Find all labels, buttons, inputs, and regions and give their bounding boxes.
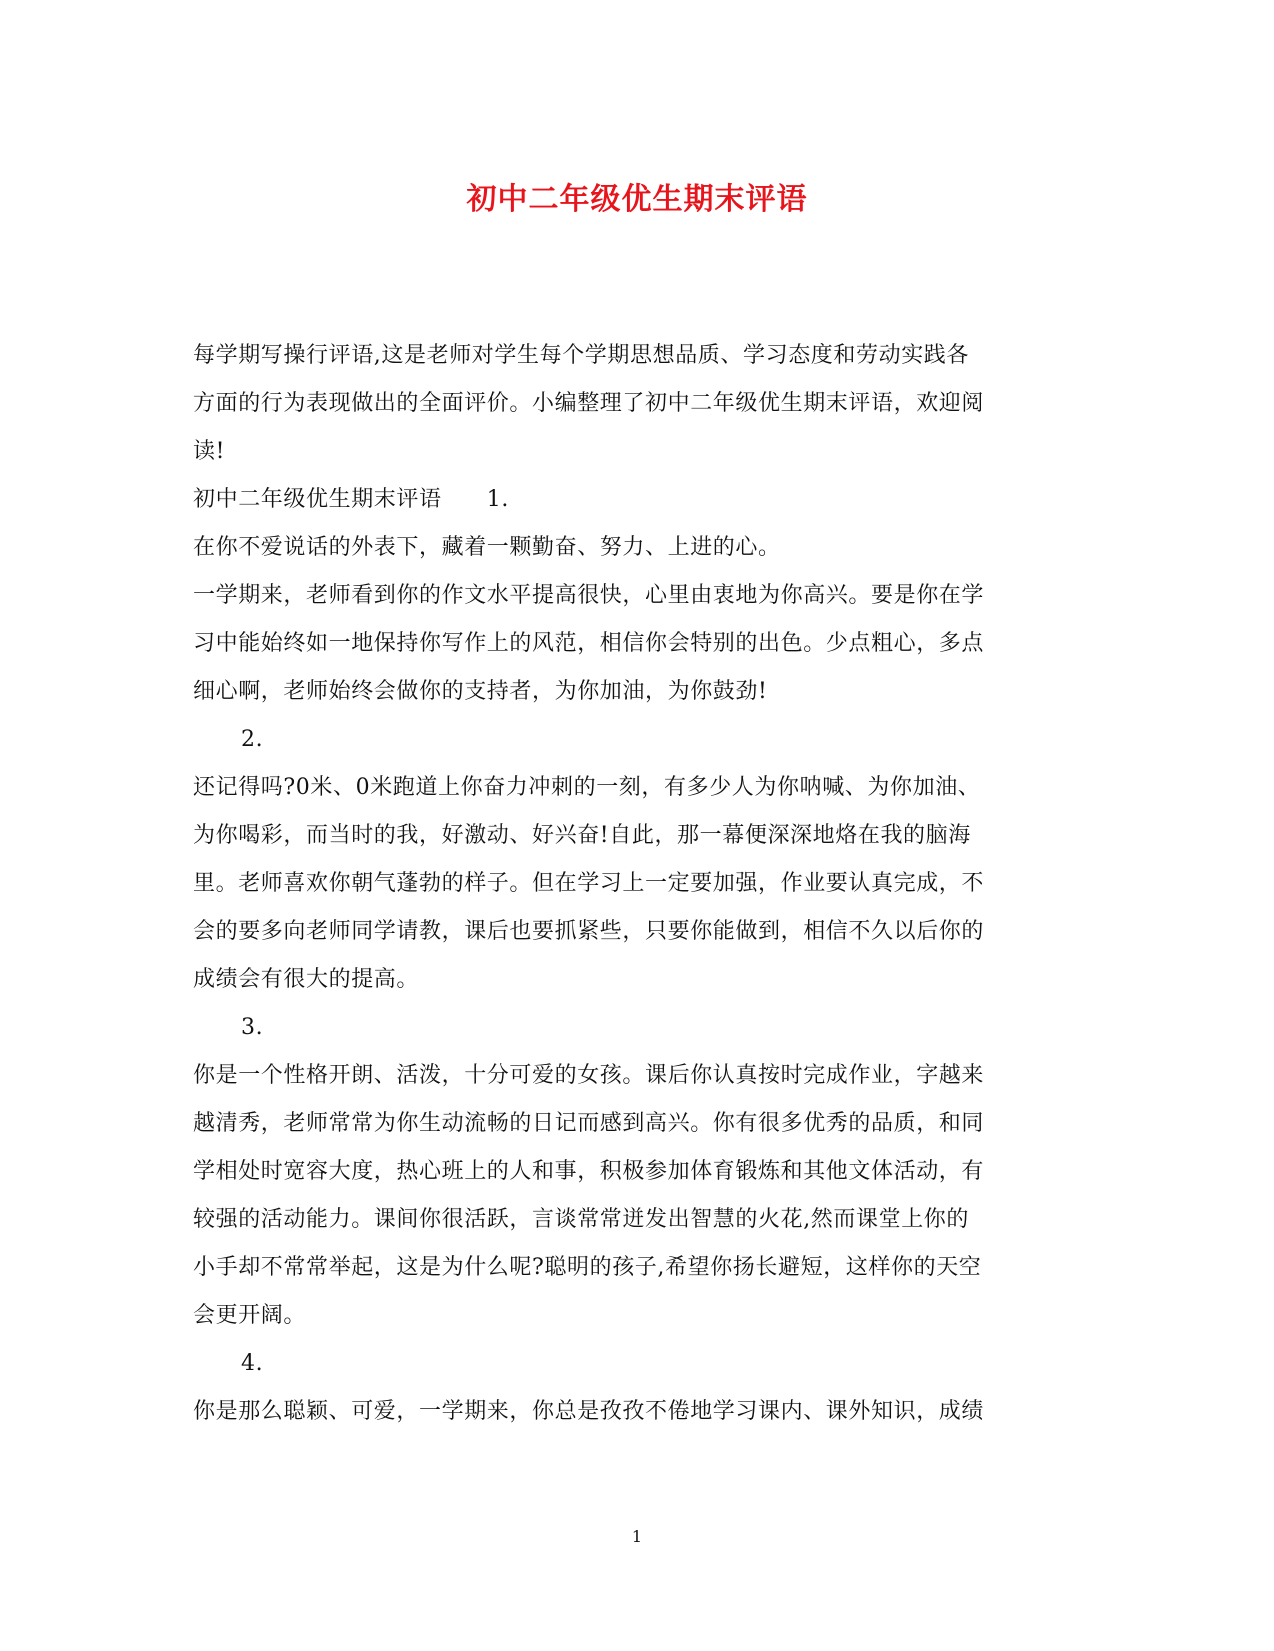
item-number: 3. <box>241 1015 264 1040</box>
paragraph-line: 你是那么聪颖、可爱，一学期来，你总是孜孜不倦地学习课内、课外知识，成绩 <box>193 1399 985 1424</box>
section-heading: 初中二年级优生期末评语 1. <box>193 487 509 512</box>
item-number: 4. <box>241 1351 264 1376</box>
paragraph-line: 越清秀，老师常常为你生动流畅的日记而感到高兴。你有很多优秀的品质，和同 <box>193 1111 985 1136</box>
paragraph-line: 读! <box>193 439 226 464</box>
paragraph-line: 学相处时宽容大度，热心班上的人和事，积极参加体育锻炼和其他文体活动，有 <box>193 1159 985 1184</box>
paragraph-line: 你是一个性格开朗、活泼，十分可爱的女孩。课后你认真按时完成作业，字越来 <box>193 1063 985 1088</box>
paragraph-line: 一学期来，老师看到你的作文水平提高很快，心里由衷地为你高兴。要是你在学 <box>193 583 985 608</box>
paragraph-line: 为你喝彩，而当时的我，好激动、好兴奋!自此，那一幕便深深地烙在我的脑海 <box>193 823 971 848</box>
paragraph-line: 还记得吗?0米、0米跑道上你奋力冲刺的一刻，有多少人为你呐喊、为你加油、 <box>193 775 981 800</box>
paragraph-line: 成绩会有很大的提高。 <box>193 967 420 992</box>
paragraph-line: 小手却不常常举起，这是为什么呢?聪明的孩子,希望你扬长避短，这样你的天空 <box>193 1255 982 1280</box>
paragraph-line: 每学期写操行评语,这是老师对学生每个学期思想品质、学习态度和劳动实践各 <box>193 343 969 368</box>
paragraph-line: 较强的活动能力。课间你很活跃，言谈常常迸发出智慧的火花,然而课堂上你的 <box>193 1207 969 1232</box>
document-body <box>193 332 1073 1436</box>
paragraph-line: 方面的行为表现做出的全面评价。小编整理了初中二年级优生期末评语，欢迎阅 <box>193 391 985 416</box>
document-title: 初中二年级优生期末评语 <box>466 182 808 217</box>
paragraph-line: 细心啊，老师始终会做你的支持者，为你加油，为你鼓劲! <box>193 679 768 704</box>
paragraph-line: 在你不爱说话的外表下，藏着一颗勤奋、努力、上进的心。 <box>193 535 781 560</box>
paragraph-line: 会的要多向老师同学请教，课后也要抓紧些，只要你能做到，相信不久以后你的 <box>193 919 985 944</box>
paragraph-line: 里。老师喜欢你朝气蓬勃的样子。但在学习上一定要加强，作业要认真完成，不 <box>193 871 985 896</box>
paragraph-line: 习中能始终如一地保持你写作上的风范，相信你会特别的出色。少点粗心，多点 <box>193 631 985 656</box>
paragraph-line: 会更开阔。 <box>193 1303 307 1328</box>
item-number: 2. <box>241 727 264 752</box>
page-number: 1 <box>631 1527 643 1546</box>
